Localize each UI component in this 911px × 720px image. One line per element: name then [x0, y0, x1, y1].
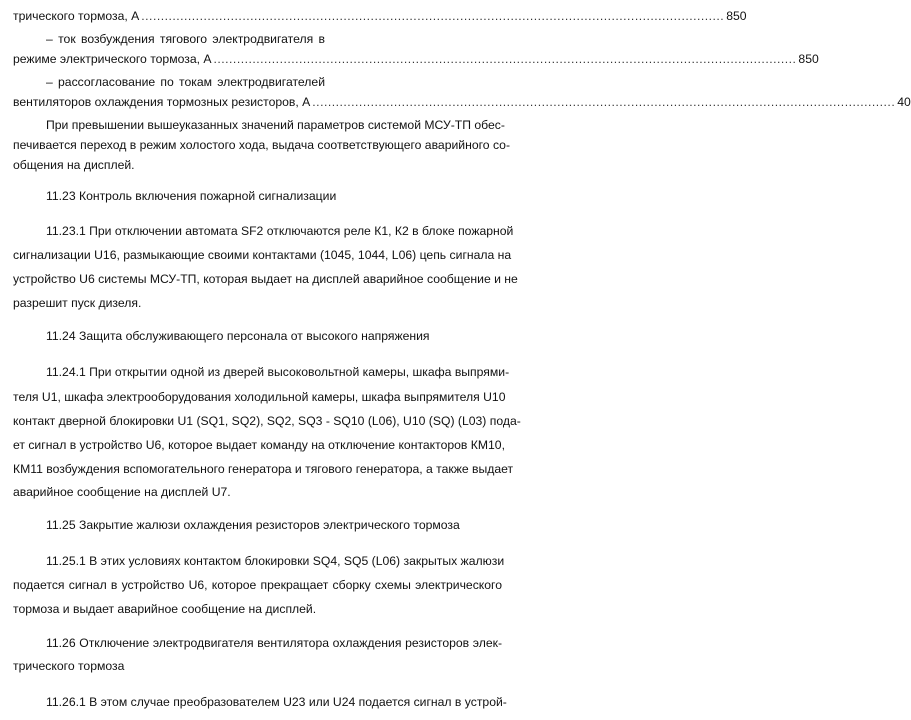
paragraph-line: КМ11 возбуждения вспомогательного генератора и тягового генератора, а также выдает: [13, 462, 514, 476]
section-heading-11-23: 11.23 Контроль включения пожарной сигнализации: [46, 189, 337, 203]
param-value: 850: [726, 9, 747, 23]
paragraph-line: теля U1, шкафа электрооборудования холодильной камеры, шкафа выпрямителя U10: [13, 390, 506, 404]
paragraph-line: При превышении вышеуказанных значений параметров системой МСУ-ТП обес-: [46, 118, 505, 132]
paragraph-line: разрешит пуск дизеля.: [13, 296, 142, 310]
param-label-line1: – рассогласование по токам электродвигателей: [46, 75, 325, 89]
paragraph-line: печивается переход в режим холостого хода, выдача соответствующего аварийного со-: [13, 138, 511, 152]
param-row-brake-current: [13, 8, 747, 24]
param-value: 850: [798, 52, 819, 66]
param-label: вентиляторов охлаждения тормозных резисторов, А: [13, 95, 311, 109]
paragraph-line: 11.26.1 В этом случае преобразователем U23 или U24 подается сигнал в устрой-: [46, 695, 507, 709]
paragraph-line: общения на дисплей.: [13, 158, 135, 172]
paragraph-line: ет сигнал в устройство U6, которое выдает команду на отключение контакторов КМ10,: [13, 438, 505, 452]
dot-leader: ......................................................................................................................................................: [312, 95, 896, 109]
dot-leader: ......................................................................................................................................................: [213, 52, 797, 66]
paragraph-line: тормоза и выдает аварийное сообщение на дисплей.: [13, 602, 317, 616]
param-label-line1: – ток возбуждения тягового электродвигателя в: [46, 32, 325, 46]
dot-leader: ......................................................................................................................................................: [141, 9, 725, 23]
param-row-excitation: [13, 51, 819, 67]
section-heading-11-26: 11.26 Отключение электродвигателя вентилятора охлаждения резисторов элек-: [46, 636, 502, 650]
section-heading-11-25: 11.25 Закрытие жалюзи охлаждения резисторов электрического тормоза: [46, 518, 460, 532]
param-value: 40: [897, 95, 911, 109]
paragraph-line: 11.25.1 В этих условиях контактом блокировки SQ4, SQ5 (L06) закрытых жалюзи: [46, 554, 505, 568]
param-label: трического тормоза, А: [13, 9, 140, 23]
section-heading-11-26-cont: трического тормоза: [13, 659, 125, 673]
param-row-mismatch: [13, 94, 911, 110]
paragraph-line: устройство U6 системы МСУ-ТП, которая выдает на дисплей аварийное сообщение и не: [13, 272, 518, 286]
paragraph-line: аварийное сообщение на дисплей U7.: [13, 485, 231, 499]
section-heading-11-24: 11.24 Защита обслуживающего персонала от высокого напряжения: [46, 329, 430, 343]
paragraph-line: контакт дверной блокировки U1 (SQ1, SQ2), SQ2, SQ3 - SQ10 (L06), U10 (SQ) (L03) пода-: [13, 414, 521, 428]
paragraph-line: 11.23.1 При отключении автомата SF2 отключаются реле К1, К2 в блоке пожарной: [46, 224, 514, 238]
paragraph-line: подается сигнал в устройство U6, которое прекращает сборку схемы электрического: [13, 578, 502, 592]
param-label: режиме электрического тормоза, А: [13, 52, 212, 66]
paragraph-line: сигнализации U16, размыкающие своими контактами (1045, 1044, L06) цепь сигнала на: [13, 248, 512, 262]
paragraph-line: 11.24.1 При открытии одной из дверей высоковольтной камеры, шкафа выпрями-: [46, 365, 510, 379]
